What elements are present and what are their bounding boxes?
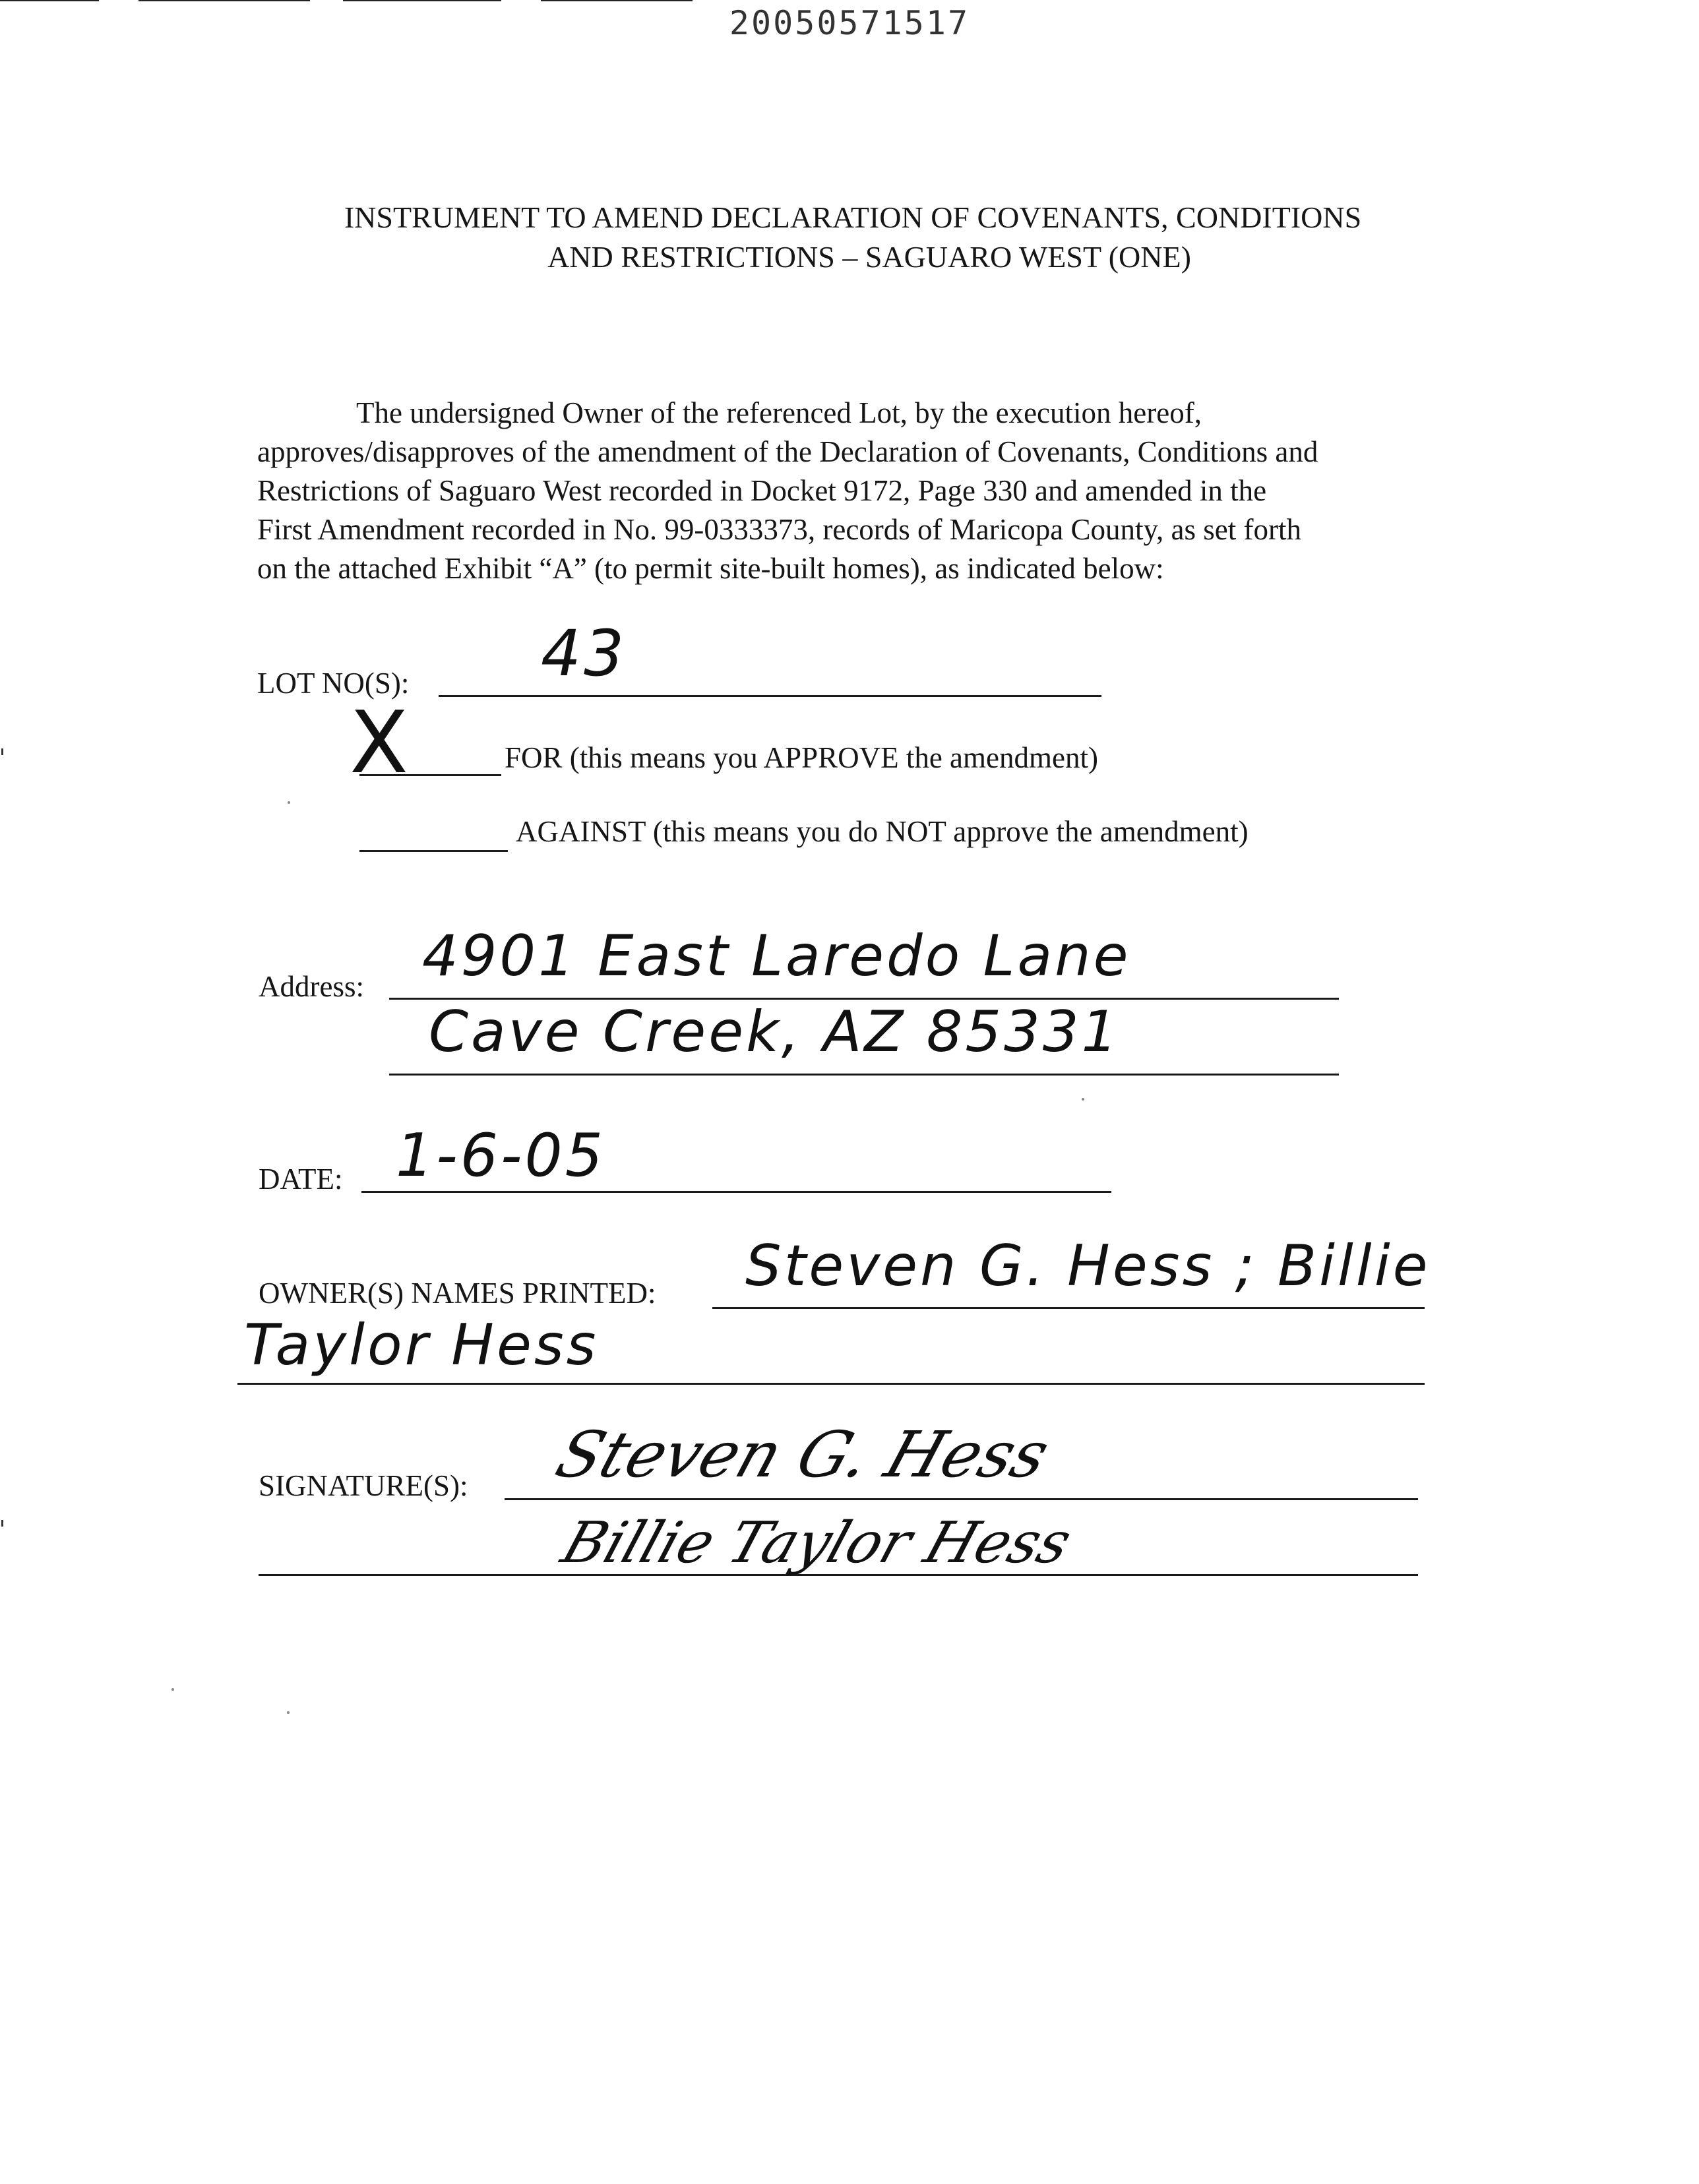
speck xyxy=(287,1711,290,1714)
scan-edge-line xyxy=(541,0,693,1)
date-value[interactable]: 1-6-05 xyxy=(396,1121,605,1190)
paragraph-line: First Amendment recorded in No. 99-0333373, records of Maricopa County, as set forth xyxy=(257,513,1301,546)
signature-line-1-rule xyxy=(505,1498,1418,1500)
lot-number-value[interactable]: 43 xyxy=(541,617,627,690)
scan-edge-line xyxy=(0,0,99,1)
date-label: DATE: xyxy=(259,1163,343,1196)
date-field-line xyxy=(361,1191,1111,1193)
paragraph-line: on the attached Exhibit “A” (to permit site-built homes), as indicated below: xyxy=(257,552,1164,585)
signature-2[interactable]: Billie Taylor Hess xyxy=(554,1510,1080,1576)
for-label: FOR (this means you APPROVE the amendment) xyxy=(505,741,1098,774)
address-line-2[interactable]: Cave Creek, AZ 85331 xyxy=(429,999,1121,1065)
signature-1[interactable]: Steven G. Hess xyxy=(547,1418,1059,1492)
speck xyxy=(1082,1098,1084,1101)
scan-edge-line xyxy=(139,0,310,1)
for-checkmark[interactable]: X xyxy=(350,692,412,793)
address-label: Address: xyxy=(259,970,364,1003)
lot-field-line xyxy=(439,695,1101,697)
title-line-1: INSTRUMENT TO AMEND DECLARATION OF COVENANTS, CONDITIONS xyxy=(344,200,1362,234)
against-label: AGAINST (this means you do NOT approve the amendment) xyxy=(516,815,1249,848)
document-title xyxy=(0,198,1699,277)
record-number: 20050571517 xyxy=(729,4,970,42)
paragraph-line: Restrictions of Saguaro West recorded in Docket 9172, Page 330 and amended in the xyxy=(257,474,1267,507)
lot-label: LOT NO(S): xyxy=(257,667,410,700)
amendment-paragraph xyxy=(257,394,1464,588)
owners-names-line-1[interactable]: Steven G. Hess ; Billie xyxy=(745,1233,1431,1299)
against-blank-line xyxy=(359,850,508,852)
paragraph-line: approves/disapproves of the amendment of the Declaration of Covenants, Conditions and xyxy=(257,435,1318,468)
binding-mark xyxy=(1,748,3,755)
owners-label: OWNER(S) NAMES PRINTED: xyxy=(259,1277,656,1310)
scan-edge-line xyxy=(343,0,501,1)
speck xyxy=(288,801,290,804)
paragraph-line: The undersigned Owner of the referenced Lot, by the execution hereof, xyxy=(356,396,1202,429)
speck xyxy=(171,1688,174,1691)
owners-line-1-rule xyxy=(712,1307,1425,1309)
address-line-2-rule xyxy=(389,1074,1339,1076)
binding-mark xyxy=(1,1520,3,1527)
owners-line-2-rule xyxy=(237,1383,1425,1385)
title-line-2: AND RESTRICTIONS – SAGUARO WEST (ONE) xyxy=(547,240,1191,274)
address-line-1[interactable]: 4901 East Laredo Lane xyxy=(422,923,1131,989)
signatures-label: SIGNATURE(S): xyxy=(259,1469,468,1502)
owners-names-line-2[interactable]: Taylor Hess xyxy=(244,1312,599,1378)
